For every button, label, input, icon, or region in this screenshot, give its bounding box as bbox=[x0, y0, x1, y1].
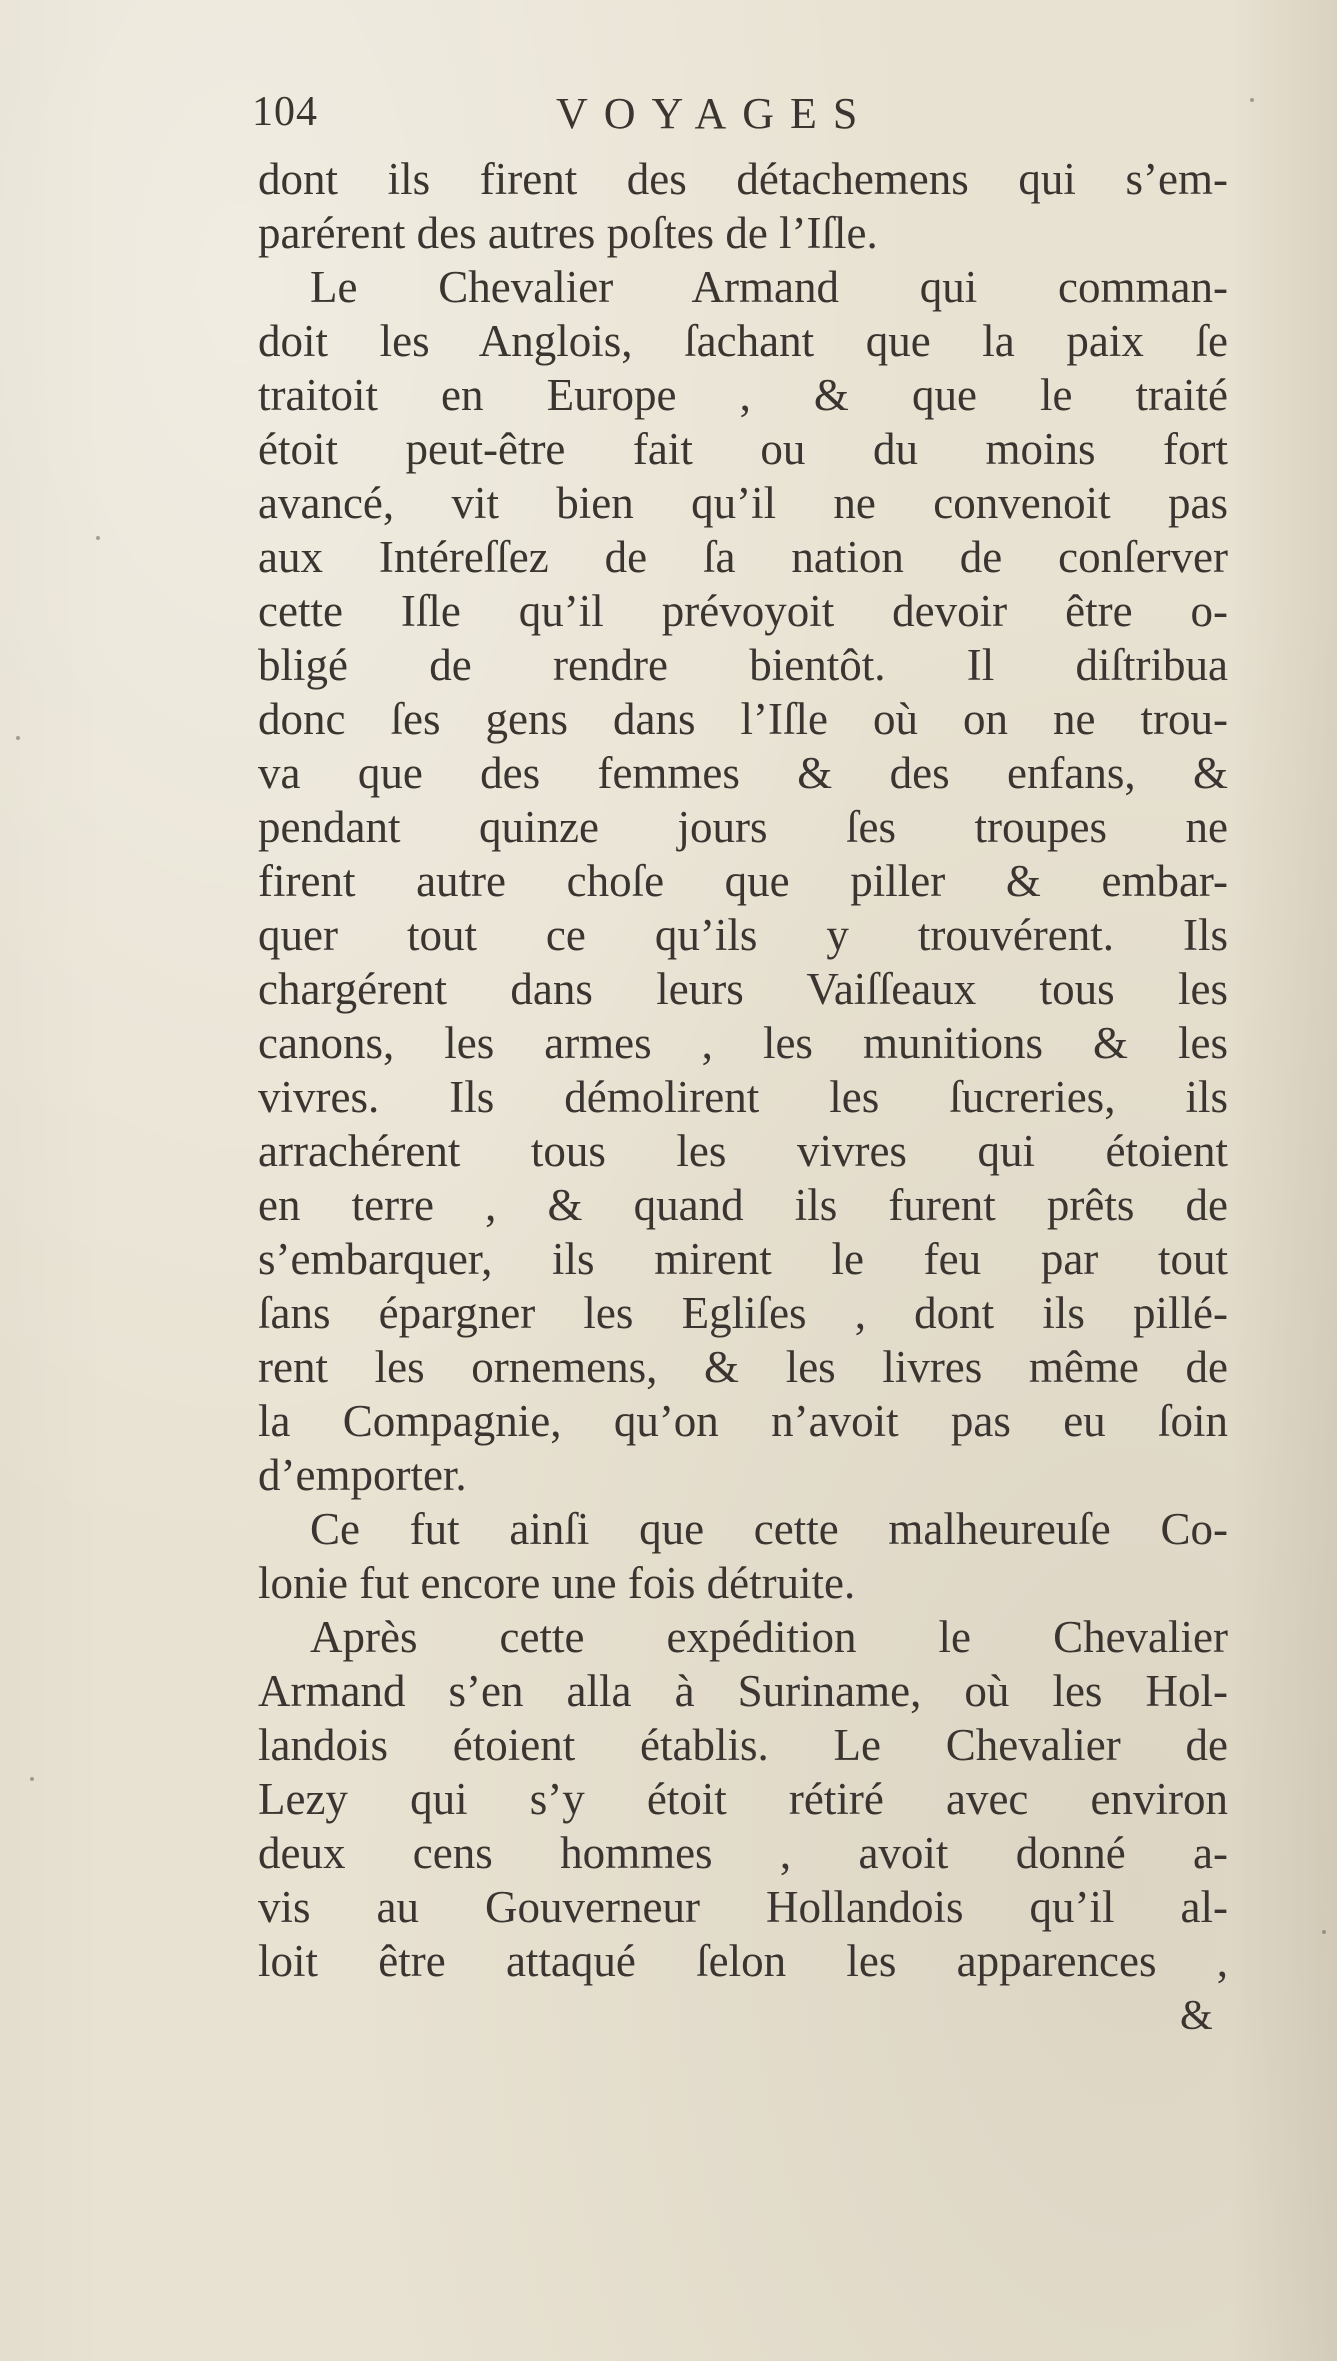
text-line: traitoit en Europe , & que le traité bbox=[258, 370, 1228, 420]
text-line: avancé, vit bien qu’il ne convenoit pas bbox=[258, 478, 1228, 528]
paper-speck bbox=[1322, 1930, 1326, 1934]
text-line: deux cens hommes , avoit donné a- bbox=[258, 1828, 1228, 1878]
text-line: bligé de rendre bientôt. Il diſtribua bbox=[258, 640, 1228, 690]
text-line: lonie fut encore une fois détruite. bbox=[258, 1558, 856, 1608]
text-line: arrachérent tous les vivres qui étoient bbox=[258, 1126, 1228, 1176]
text-line: pendant quinze jours ſes troupes ne bbox=[258, 802, 1228, 852]
text-line: aux Intéreſſez de ſa nation de conſerver bbox=[258, 532, 1228, 582]
text-line: firent autre choſe que piller & embar- bbox=[258, 856, 1228, 906]
page-number: 104 bbox=[252, 89, 318, 135]
text-line: en terre , & quand ils furent prêts de bbox=[258, 1180, 1228, 1230]
page-header bbox=[252, 88, 952, 148]
text-line: donc ſes gens dans l’Iſle où on ne trou- bbox=[258, 694, 1228, 744]
text-line: Ce fut ainſi que cette malheureuſe Co- bbox=[310, 1504, 1228, 1554]
paper-speck bbox=[16, 736, 20, 740]
text-line: Le Chevalier Armand qui comman- bbox=[310, 262, 1228, 312]
text-line: vis au Gouverneur Hollandois qu’il al- bbox=[258, 1882, 1228, 1932]
text-line: cette Iſle qu’il prévoyoit devoir être o- bbox=[258, 586, 1228, 636]
text-line: s’embarquer, ils mirent le feu par tout bbox=[258, 1234, 1228, 1284]
text-line: chargérent dans leurs Vaiſſeaux tous les bbox=[258, 964, 1228, 1014]
text-line: loit être attaqué ſelon les apparences , bbox=[258, 1936, 1228, 1986]
body-text bbox=[258, 152, 1228, 1988]
paper-speck bbox=[30, 1777, 34, 1781]
text-line: la Compagnie, qu’on n’avoit pas eu ſoin bbox=[258, 1396, 1228, 1446]
text-line: d’emporter. bbox=[258, 1450, 467, 1500]
text-line: doit les Anglois, ſachant que la paix ſe bbox=[258, 316, 1228, 366]
text-line: Lezy qui s’y étoit rétiré avec environ bbox=[258, 1774, 1228, 1824]
text-line: dont ils firent des détachemens qui s’em- bbox=[258, 154, 1228, 204]
catchword: & bbox=[1180, 1993, 1213, 2039]
text-line: Après cette expédition le Chevalier bbox=[310, 1612, 1228, 1662]
text-line: parérent des autres poſtes de l’Iſle. bbox=[258, 208, 878, 258]
text-line: ſans épargner les Egliſes , dont ils pillé- bbox=[258, 1288, 1228, 1338]
paper-speck bbox=[1250, 98, 1254, 102]
text-line: landois étoient établis. Le Chevalier de bbox=[258, 1720, 1228, 1770]
running-head: VOYAGES bbox=[556, 89, 874, 138]
paper-speck bbox=[96, 536, 100, 540]
text-line: va que des femmes & des enfans, & bbox=[258, 748, 1228, 798]
text-line: canons, les armes , les munitions & les bbox=[258, 1018, 1228, 1068]
text-line: Armand s’en alla à Suriname, où les Hol- bbox=[258, 1666, 1228, 1716]
text-line: quer tout ce qu’ils y trouvérent. Ils bbox=[258, 910, 1228, 960]
text-line: étoit peut-être fait ou du moins fort bbox=[258, 424, 1228, 474]
text-line: rent les ornemens, & les livres même de bbox=[258, 1342, 1228, 1392]
text-line: vivres. Ils démolirent les ſucreries, ils bbox=[258, 1072, 1228, 1122]
